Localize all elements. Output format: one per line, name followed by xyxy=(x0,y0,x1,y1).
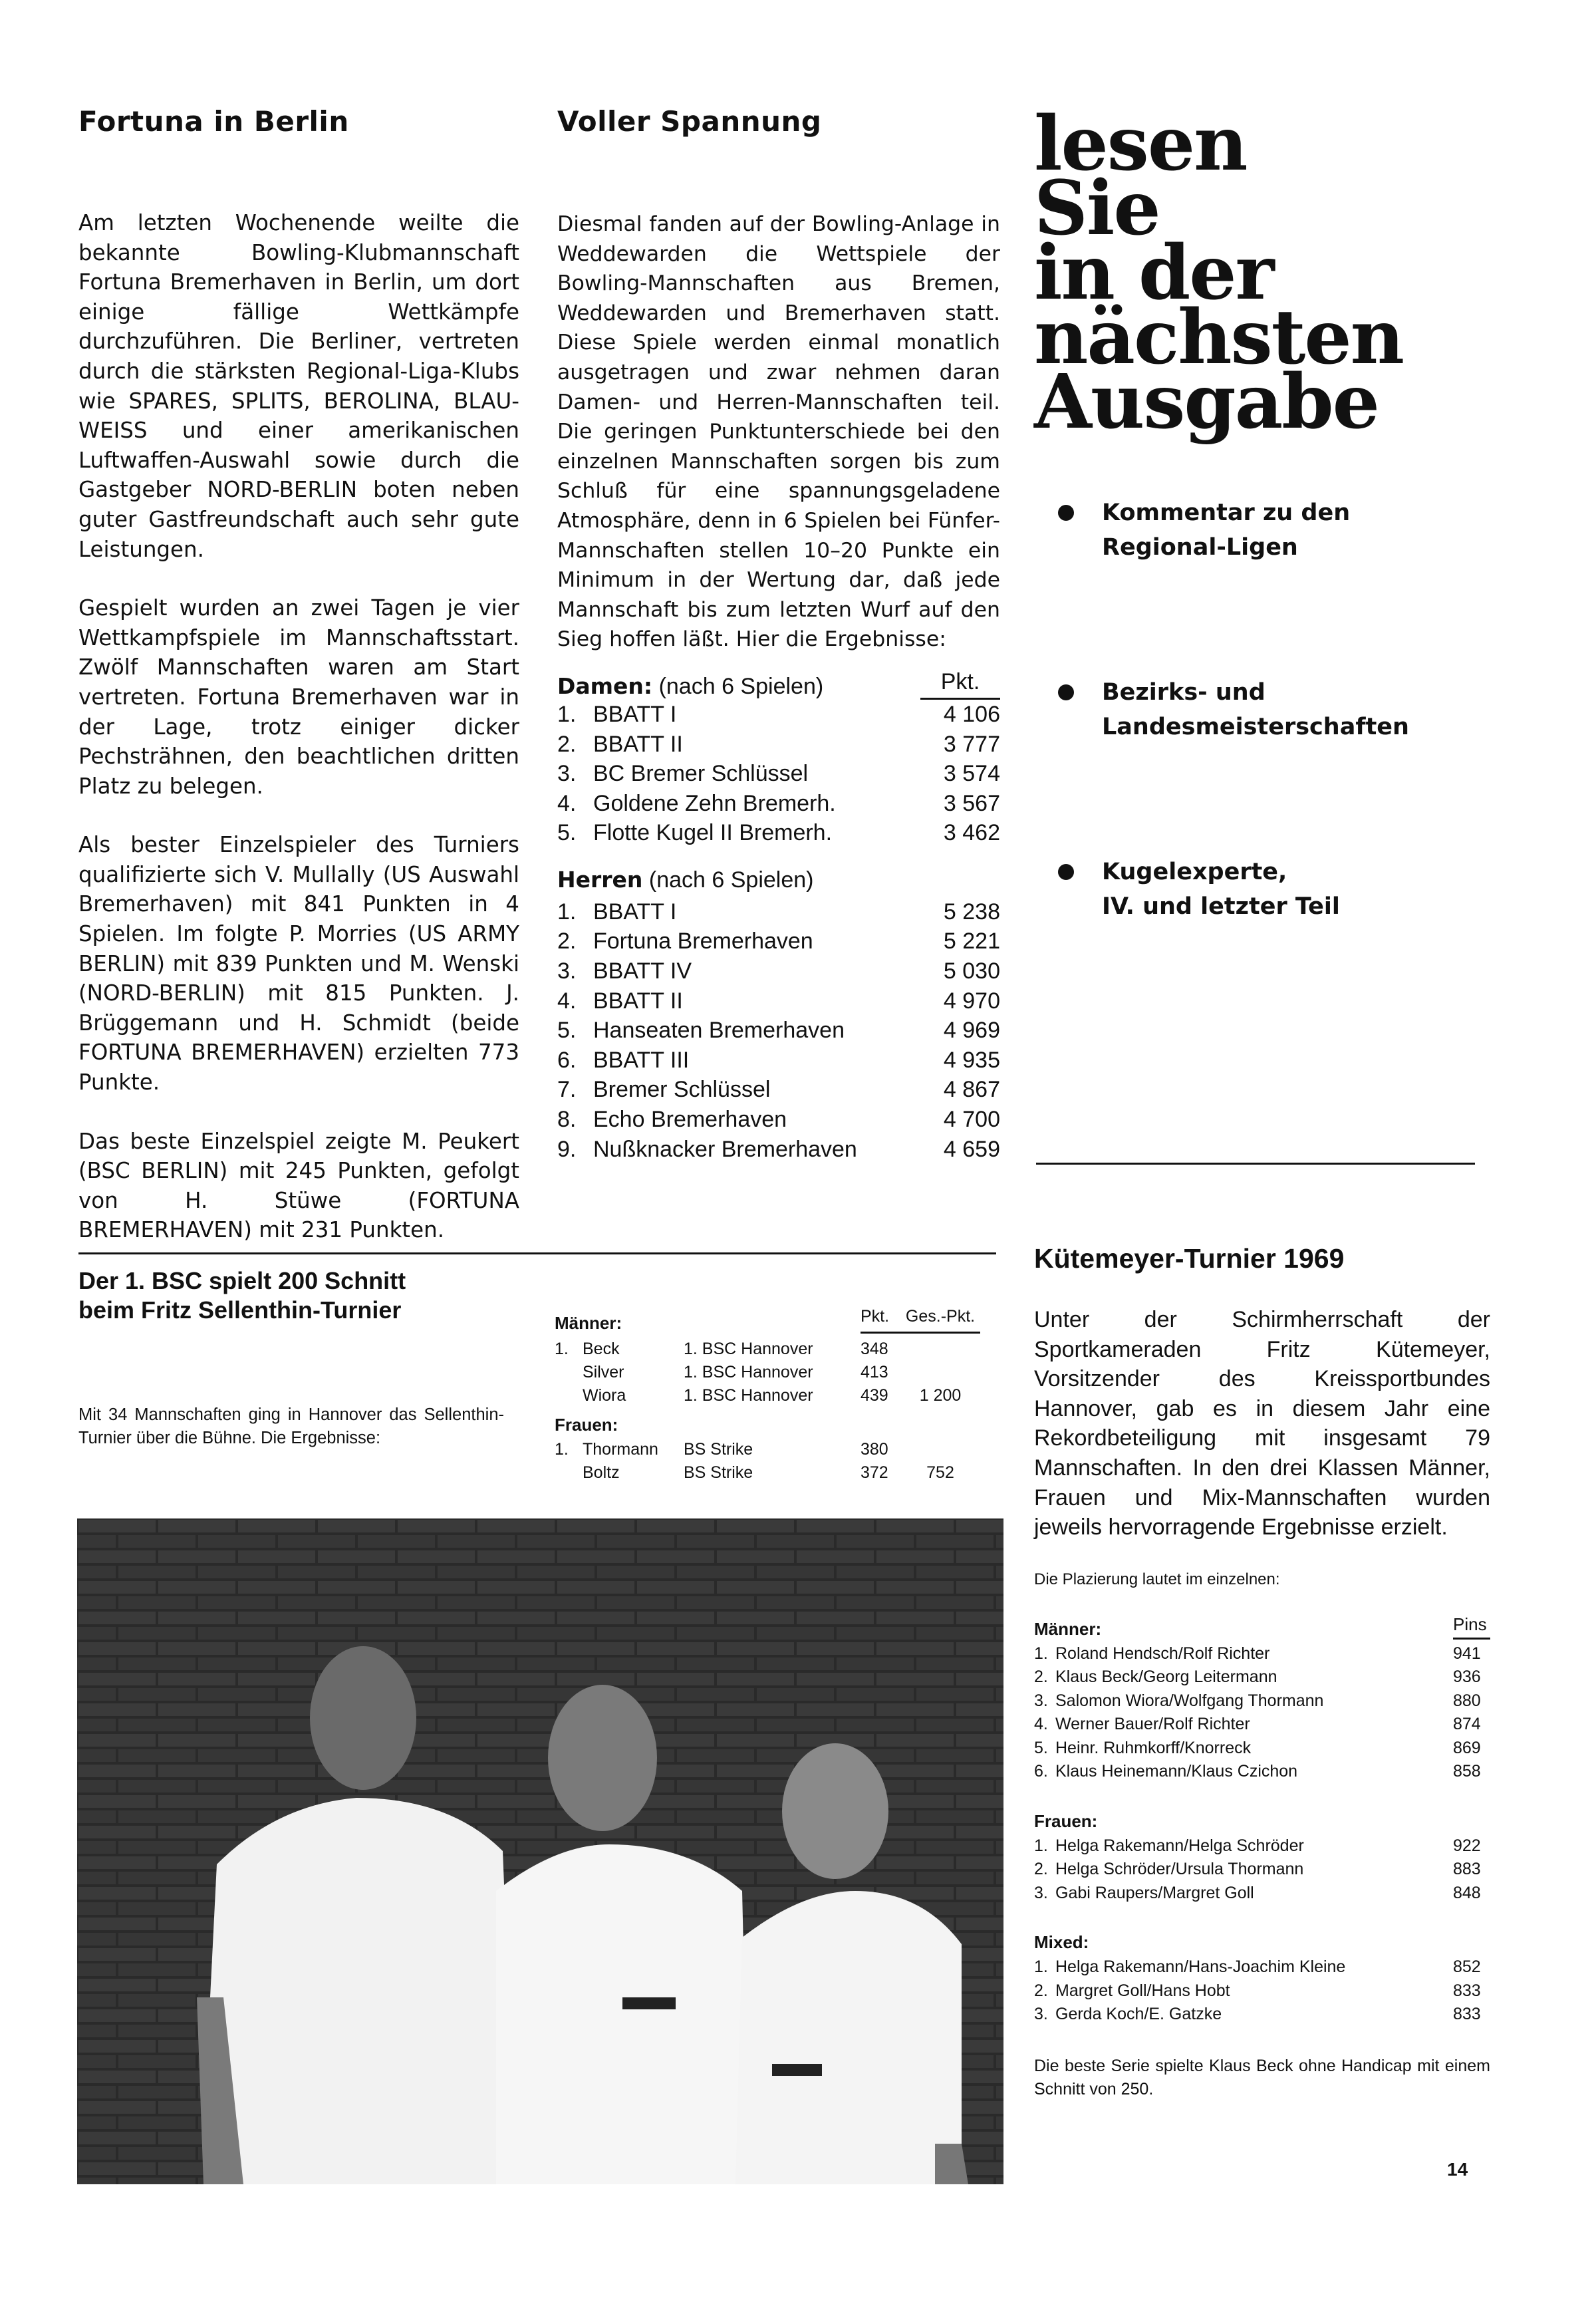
rank: 1. xyxy=(555,1340,569,1358)
promo-title-line: Ausgabe xyxy=(1034,359,1379,446)
team-name: Fortuna Bremerhaven xyxy=(593,929,813,954)
herren-label: Herren xyxy=(557,866,643,893)
pins: 852 xyxy=(1453,1957,1481,1977)
table-row xyxy=(1034,1858,1490,1882)
player-name: Beck xyxy=(583,1340,620,1358)
damen-heading xyxy=(557,673,823,700)
frauen-label: Frauen: xyxy=(1034,1810,1098,1831)
total-points xyxy=(900,1361,980,1384)
rank: 2. xyxy=(1034,1981,1048,2000)
rank: 8. xyxy=(557,1107,577,1133)
pins: 833 xyxy=(1453,1981,1481,2000)
team-name: BBATT II xyxy=(593,731,683,757)
table-row xyxy=(557,1135,1000,1165)
table-row xyxy=(557,927,1000,956)
article-kuetemeyer-turnier xyxy=(1034,1240,1490,2101)
pins: 936 xyxy=(1453,1667,1481,1687)
table-row xyxy=(557,818,1000,848)
article-bsc-sellenthin xyxy=(78,1266,504,1450)
table-row xyxy=(555,1361,1007,1384)
maenner-label: Männer: xyxy=(1034,1618,1102,1639)
closing-note: Die beste Serie spielte Klaus Beck ohne Handicap mit einem Schnitt von 250. xyxy=(1034,2056,1490,2098)
article-paragraph: Unter der Schirmherrschaft der Sportkameraden Fritz Kütemeyer, Vorsitzender des Kreissportbundes Hannover, gab es in diesem Jahr eine Rekordbeteiligung mit insgesamt 79 Mannschaften. In den drei Klassen Männer, Frauen und Mix-Mannschaften wurden jeweils hervorragende Ergebnisse erzielt. xyxy=(1034,1307,1490,1540)
rank: 2. xyxy=(557,929,577,954)
team-name: BBATT IV xyxy=(593,958,692,984)
damen-label: Damen: xyxy=(557,672,653,699)
bullet-icon xyxy=(1058,505,1074,521)
pair-names: Klaus Heinemann/Klaus Czichon xyxy=(1055,1762,1298,1781)
club-name: 1. BSC Hannover xyxy=(684,1340,813,1358)
team-name: Goldene Zehn Bremerh. xyxy=(593,790,836,816)
total-points xyxy=(900,1338,980,1361)
pair-names: Werner Bauer/Rolf Richter xyxy=(1055,1715,1250,1734)
pair-names: Heinr. Ruhmkorff/Knorreck xyxy=(1055,1738,1252,1757)
team-name: Nußknacker Bremerhaven xyxy=(593,1136,857,1162)
maenner-rows xyxy=(555,1338,1007,1407)
points: 380 xyxy=(861,1440,888,1459)
team-name: BC Bremer Schlüssel xyxy=(593,761,809,787)
article-paragraph: Als bester Einzelspieler des Turniers qualifizierte sich V. Mullally (US Auswahl Bremerhaven) mit 841 Punkten in 4 Spielen. Im folgte P. Morries (US ARMY BERLIN) mit 839 Punkten und M. Wenski (NORD-BERLIN) mit 815 Punkten. J. Brüggemann und H. Schmidt (beide FORTUNA BREMERHAVEN) erzielten 773 Punkte. xyxy=(78,832,519,1095)
herren-results-table xyxy=(557,897,1000,1164)
article-title: Kütemeyer-Turnier 1969 xyxy=(1034,1243,1345,1274)
rank: 1. xyxy=(557,701,577,727)
promo-title-line: in der xyxy=(1034,229,1273,317)
ges-pkt-column-header: Ges.-Pkt. xyxy=(900,1307,980,1334)
promo-bullet xyxy=(1034,496,1500,565)
bullet-line: Landesmeisterschaften xyxy=(1102,714,1409,740)
frauen-label: Frauen: xyxy=(555,1415,618,1435)
points: 372 xyxy=(861,1463,888,1482)
article-paragraph: Das beste Einzelspiel zeigte M. Peukert (BSC BERLIN) mit 245 Punkten, gefolgt von H. Stüwe (FORTUNA BREMERHAVEN) mit 231 Punkten. xyxy=(78,1128,519,1243)
pins: 874 xyxy=(1453,1715,1481,1734)
table-row xyxy=(1034,1760,1490,1784)
rank: 7. xyxy=(557,1077,577,1103)
article-paragraph: Am letzten Wochenende weilte die bekannte Bowling-Klubmannschaft Fortuna Bremerhaven in Berlin, um dort einige fällige Wettkämpfe durchzuführen. Die Berliner, vertreten durch die stärksten Regional-Liga-Klubs wie SPARES, SPLITS, BEROLINA, BLAU-WEISS und einer amerikanischen Luftwaffen-Auswahl sowie durch die Gastgeber NORD-BERLIN boten neben guter Gastfreundschaft auch sehr gute Leistungen. xyxy=(78,210,519,562)
points: 4 969 xyxy=(943,1018,1000,1044)
team-name: Flotte Kugel II Bremerh. xyxy=(593,820,833,846)
pins-column-header: Pins xyxy=(1453,1614,1490,1640)
table-row xyxy=(557,986,1000,1016)
rank: 1. xyxy=(1034,1836,1048,1855)
promo-bullet xyxy=(1034,675,1500,744)
rank: 2. xyxy=(557,731,577,757)
pair-names: Helga Rakemann/Helga Schröder xyxy=(1055,1836,1304,1855)
article-title xyxy=(78,1266,504,1325)
total-points: 752 xyxy=(926,1463,954,1482)
table-row xyxy=(1034,1979,1490,2003)
rank: 6. xyxy=(557,1047,577,1073)
article-paragraph: Gespielt wurden an zwei Tagen je vier Wettkampfspiele im Mannschaftsstart. Zwölf Mannschaften waren am Start vertreten. Fortuna Bremerhaven war in der Lage, trotz einiger dicker Pechsträhnen, den beachtlichen dritten Platz zu belegen. xyxy=(78,595,519,799)
rank: 2. xyxy=(1034,1860,1048,1879)
herren-heading xyxy=(557,865,1000,895)
pair-names: Klaus Beck/Georg Leitermann xyxy=(1055,1667,1277,1687)
sellenthin-results-table xyxy=(555,1307,1007,1485)
table-row xyxy=(557,789,1000,819)
player-name: Boltz xyxy=(583,1463,620,1482)
rank: 3. xyxy=(557,761,577,787)
article-title: Voller Spannung xyxy=(557,105,822,138)
divider-rule xyxy=(78,1252,996,1254)
player-name: Thormann xyxy=(583,1440,658,1459)
player-name: Silver xyxy=(583,1363,624,1381)
table-row xyxy=(1034,1882,1490,1906)
points: 4 935 xyxy=(943,1047,1000,1073)
article-fortuna-in-berlin xyxy=(78,105,519,1245)
points: 3 567 xyxy=(943,790,1000,816)
placement-intro: Die Plazierung lautet im einzelnen: xyxy=(1034,1570,1280,1588)
article-title: Fortuna in Berlin xyxy=(78,105,349,138)
rank: 4. xyxy=(557,988,577,1014)
team-name: Bremer Schlüssel xyxy=(593,1077,771,1103)
team-name: BBATT I xyxy=(593,701,677,727)
rank: 3. xyxy=(1034,1691,1048,1710)
title-line: beim Fritz Sellenthin-Turnier xyxy=(78,1296,402,1324)
rank: 1. xyxy=(557,899,577,925)
mixed-results xyxy=(1034,1955,1490,2027)
promo-bullet-list xyxy=(1034,496,1500,924)
bullet-line: Kommentar zu den xyxy=(1102,500,1351,526)
table-row xyxy=(557,759,1000,789)
points: 4 106 xyxy=(943,701,1000,727)
rank: 1. xyxy=(555,1440,569,1459)
table-row xyxy=(557,1075,1000,1105)
points: 4 867 xyxy=(943,1077,1000,1103)
points: 5 030 xyxy=(943,958,1000,984)
pair-names: Roland Hendsch/Rolf Richter xyxy=(1055,1644,1270,1663)
rank xyxy=(555,1384,583,1407)
club-name: BS Strike xyxy=(684,1463,753,1482)
points: 3 574 xyxy=(943,761,1000,787)
table-row xyxy=(557,730,1000,760)
article-voller-spannung xyxy=(557,105,1000,1164)
team-name: BBATT II xyxy=(593,988,683,1014)
promo-bullet xyxy=(1034,855,1500,924)
rank: 2. xyxy=(1034,1667,1048,1687)
bullet-icon xyxy=(1058,864,1074,880)
page-number: 14 xyxy=(1447,2159,1468,2180)
pkt-column-header: Pkt. xyxy=(861,1307,900,1334)
team-name: BBATT III xyxy=(593,1047,690,1073)
table-row xyxy=(1034,1955,1490,1979)
team-name: Hanseaten Bremerhaven xyxy=(593,1018,845,1044)
maenner-label: Männer: xyxy=(555,1313,622,1333)
table-row xyxy=(557,1016,1000,1046)
rank: 9. xyxy=(557,1136,577,1162)
total-points xyxy=(900,1438,980,1461)
rank: 4. xyxy=(557,790,577,816)
frauen-rows xyxy=(555,1438,1007,1485)
damen-results-header xyxy=(557,669,1000,700)
pins: 858 xyxy=(1453,1762,1481,1781)
bullet-line: IV. und letzter Teil xyxy=(1102,893,1340,920)
points: 4 700 xyxy=(943,1107,1000,1133)
table-row xyxy=(557,1046,1000,1076)
team-name: BBATT I xyxy=(593,899,677,925)
rank: 4. xyxy=(1034,1715,1048,1734)
table-row xyxy=(557,700,1000,730)
pins: 869 xyxy=(1453,1738,1481,1757)
points: 439 xyxy=(861,1386,888,1405)
damen-note: (nach 6 Spielen) xyxy=(658,673,824,699)
article-paragraph: Diesmal fanden auf der Bowling-Anlage in Weddewarden die Wettspiele der Bowling-Mannschaften aus Bremen, Weddewarden und Bremerhaven statt. Diese Spiele werden einmal monatlich ausgetragen und zwar nehmen daran Damen- und Herren-Mannschaften teil. Die geringen Punktunterschiede bei den einzelnen Mannschaften sorgen bis zum Schluß für eine spannungsgeladene Atmosphäre, denn in 6 Spielen bei Fünfer-Mannschaften stellen 10–20 Punkte ein Minimum in der Wertung dar, daß jede Mannschaft bis zum letzten Wurf auf den Sieg hoffen läßt. Hier die Ergebnisse: xyxy=(557,212,1000,652)
table-row xyxy=(1034,1665,1490,1689)
rank: 5. xyxy=(557,820,577,846)
rank: 1. xyxy=(1034,1957,1048,1977)
pins: 880 xyxy=(1453,1691,1481,1710)
title-line: Der 1. BSC spielt 200 Schnitt xyxy=(78,1267,406,1294)
rank xyxy=(555,1361,583,1384)
table-row xyxy=(555,1338,1007,1361)
pins: 883 xyxy=(1453,1860,1481,1879)
team-photo xyxy=(77,1518,1003,2184)
table-row xyxy=(1034,1737,1490,1761)
table-header xyxy=(555,1307,1007,1334)
next-issue-promo xyxy=(1034,100,1500,1034)
pins: 941 xyxy=(1453,1644,1481,1663)
rank: 3. xyxy=(1034,2005,1048,2024)
table-row xyxy=(555,1384,1007,1407)
points: 4 659 xyxy=(943,1136,1000,1162)
promo-title-line: nächsten xyxy=(1034,294,1404,381)
pins: 833 xyxy=(1453,2005,1481,2024)
points: 348 xyxy=(861,1340,888,1358)
club-name: 1. BSC Hannover xyxy=(684,1363,813,1381)
total-points: 1 200 xyxy=(919,1386,962,1405)
maenner-results xyxy=(1034,1642,1490,1784)
table-row xyxy=(555,1461,1007,1485)
club-name: BS Strike xyxy=(684,1440,753,1459)
frauen-results xyxy=(1034,1834,1490,1906)
article-paragraph: Mit 34 Mannschaften ging in Hannover das Sellenthin-Turnier über die Bühne. Die Ergebnisse: xyxy=(78,1405,504,1447)
team-name: Echo Bremerhaven xyxy=(593,1107,787,1133)
pair-names: Helga Schröder/Ursula Thormann xyxy=(1055,1860,1304,1879)
promo-title-line: lesen xyxy=(1034,100,1247,188)
herren-note: (nach 6 Spielen) xyxy=(648,867,814,893)
pair-names: Gerda Koch/E. Gatzke xyxy=(1055,2005,1222,2024)
bullet-line: Bezirks- und xyxy=(1102,679,1265,706)
mixed-label: Mixed: xyxy=(1034,1932,1089,1953)
rank: 1. xyxy=(1034,1644,1048,1663)
points: 4 970 xyxy=(943,988,1000,1014)
rank: 5. xyxy=(557,1018,577,1044)
player-name: Wiora xyxy=(583,1386,626,1405)
rank: 6. xyxy=(1034,1762,1048,1781)
table-row xyxy=(1034,1713,1490,1737)
points: 5 221 xyxy=(943,929,1000,954)
points: 3 777 xyxy=(943,731,1000,757)
bullet-line: Regional-Ligen xyxy=(1102,534,1298,561)
pins: 922 xyxy=(1453,1836,1481,1855)
rank: 5. xyxy=(1034,1738,1048,1757)
promo-title-line: Sie xyxy=(1034,165,1160,252)
damen-results-table xyxy=(557,700,1000,848)
points: 3 462 xyxy=(943,820,1000,846)
rank: 3. xyxy=(557,958,577,984)
pair-names: Helga Rakemann/Hans-Joachim Kleine xyxy=(1055,1957,1346,1977)
pair-names: Gabi Raupers/Margret Goll xyxy=(1055,1883,1254,1902)
points: 413 xyxy=(861,1363,888,1381)
rank: 3. xyxy=(1034,1883,1048,1902)
table-row xyxy=(557,1105,1000,1135)
pins: 848 xyxy=(1453,1883,1481,1902)
table-row xyxy=(1034,1689,1490,1713)
promo-title xyxy=(1034,100,1500,446)
points-column-header: Pkt. xyxy=(920,669,1000,700)
rank xyxy=(555,1461,583,1485)
photo-illustration xyxy=(77,1518,1003,2184)
table-row xyxy=(557,897,1000,927)
table-row xyxy=(555,1438,1007,1461)
bullet-icon xyxy=(1058,684,1074,700)
bullet-line: Kugelexperte, xyxy=(1102,859,1287,885)
club-name: 1. BSC Hannover xyxy=(684,1386,813,1405)
points: 5 238 xyxy=(943,899,1000,925)
table-row xyxy=(1034,2003,1490,2027)
pair-names: Salomon Wiora/Wolfgang Thormann xyxy=(1055,1691,1324,1710)
maenner-header xyxy=(1034,1614,1490,1640)
table-row xyxy=(557,956,1000,986)
table-row xyxy=(1034,1834,1490,1858)
divider-rule xyxy=(1036,1163,1475,1165)
table-row xyxy=(1034,1642,1490,1666)
pair-names: Margret Goll/Hans Hobt xyxy=(1055,1981,1230,2000)
